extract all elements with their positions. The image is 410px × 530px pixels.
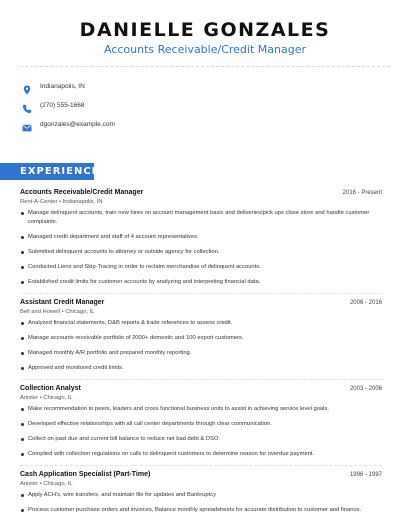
contact-phone <box>22 96 410 115</box>
job-bullets <box>20 319 382 373</box>
job-dates: 2003 - 2006 <box>349 386 382 392</box>
job-bullet: Developed effective relationships with all call center departments through clear communication. <box>20 420 382 429</box>
job-bullet: Approved and monitored credit limits. <box>20 364 382 373</box>
job-company: Anixter • Chicago, IL <box>20 395 73 401</box>
job-bullet: Make recommendation to peers, leaders and cross functional business units to assist in achieving service level goals. <box>20 405 382 414</box>
job-bullet: Managed credit department and staff of 4 account representatives. <box>20 233 382 242</box>
job-dates: 2016 - Present <box>342 190 382 196</box>
job-bullet: Managed monthly A/R portfolio and prepared monthly reporting. <box>20 349 382 358</box>
job-role: Cash Application Specialist (Part-Time) <box>20 471 151 478</box>
contact-location-text: Indianapolis, IN <box>40 83 85 90</box>
contact-email <box>22 115 410 134</box>
job-bullet: Conducted Liens and Skip-Tracing in order to reclaim merchandise of delinquent accounts. <box>20 263 382 272</box>
job-company: Bell and Howell • Chicago, IL <box>20 309 95 315</box>
contact-phone-text: (270) 555-1668 <box>40 102 85 109</box>
job-divider <box>20 293 382 294</box>
job-bullet: Apply ACH's, wire transfers, and maintain file for updates and Bankruptcy <box>20 491 382 500</box>
contact-email-text: dgonzales@example.com <box>40 121 115 128</box>
job-entry <box>20 189 382 287</box>
job-role: Accounts Receivable/Credit Manager <box>20 189 144 196</box>
job-entry <box>20 299 382 373</box>
email-icon <box>22 120 32 130</box>
job-bullet: Manage accounts receivable portfolio of 2000+ domestic and 100 export customers. <box>20 334 382 343</box>
resume-header <box>0 0 410 57</box>
job-bullet: Complied with collection regulations on calls to delinquent customers to determine reason for overdue payment. <box>20 450 382 459</box>
job-header <box>20 189 382 196</box>
contact-list <box>0 67 410 134</box>
candidate-name: DANIELLE GONZALES <box>79 19 331 41</box>
job-company: Anixter • Chicago, IL <box>20 481 73 487</box>
experience-list <box>20 189 382 521</box>
job-bullet: Analyzed financial statements, D&B reports & trade references to assess credit. <box>20 319 382 328</box>
job-dates: 1996 - 1997 <box>349 472 382 478</box>
job-bullet: Process customer purchase orders and invoices, Balance monthly spreadsheets for accurate distribution to customer and finance. <box>20 506 382 515</box>
job-bullets <box>20 491 382 515</box>
job-role: Assistant Credit Manager <box>20 299 105 306</box>
phone-icon <box>22 101 32 111</box>
job-entry <box>20 385 382 459</box>
experience-heading: EXPERIENCE <box>20 166 100 177</box>
job-bullet: Manage delinquent accounts, train new hires on account management basic and deliveries/pick ups close store and handle customer complaints. <box>20 209 382 227</box>
contact-location <box>22 77 410 96</box>
job-bullet: Collect on past due and current bill balance to reduce net bad debt & DSO. <box>20 435 382 444</box>
candidate-title: Accounts Receivable/Credit Manager <box>104 43 306 56</box>
job-bullet: Established credit limits for customer accounts by analyzing and interpreting financial data. <box>20 278 382 287</box>
job-divider <box>20 379 382 380</box>
location-pin-icon <box>22 82 32 92</box>
job-header <box>20 471 382 478</box>
job-bullets <box>20 405 382 459</box>
job-divider <box>20 465 382 466</box>
job-dates: 2006 - 2016 <box>349 300 382 306</box>
job-company: Rent-A-Center • Indianapolis, IN <box>20 199 103 205</box>
job-bullets <box>20 209 382 287</box>
job-entry <box>20 471 382 515</box>
job-role: Collection Analyst <box>20 385 81 392</box>
job-header <box>20 299 382 306</box>
job-bullet: Submitted delinquent accounts to attorney or outside agency for collection. <box>20 248 382 257</box>
job-header <box>20 385 382 392</box>
